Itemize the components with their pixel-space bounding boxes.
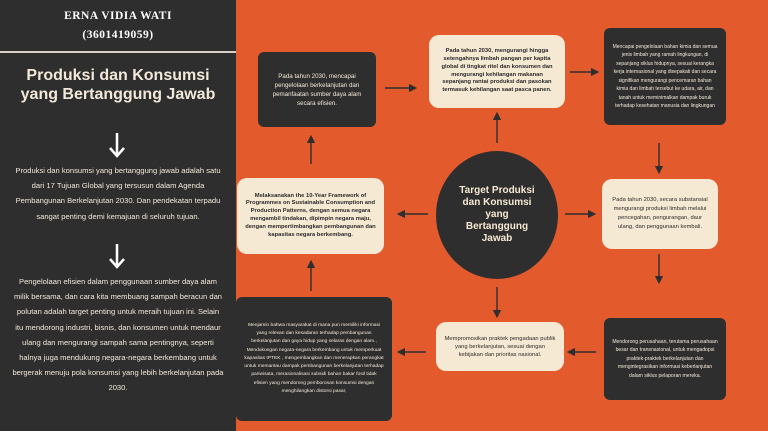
target-box-bottom-center: Mempromosikan praktek pengadaan publik yang berkelanjutan, sesuai dengan kebijakan dan prioritas nasional. [436, 322, 564, 371]
author-name: ERNA VIDIA WATI [64, 10, 172, 22]
detail-paragraph: Pengelolaan efisien dalam penggunaan sumber daya alam milik bersama, dan cara kita membuang sampah beracun dan polutan adalah target penting untuk meraih tujuan ini. Selain itu mendorong industri, bisnis, dan konsumen untuk mendaur ulang dan mengurangi sampah sama pentingnya, seperti halnya juga mendukung negara-negara berkembang untuk bergerak menuju pola konsumsi yang lebih berkelanjutan pada 2030. [12, 277, 224, 393]
center-node: Target Produksi dan Konsumsi yang Bertanggung Jawab [436, 151, 558, 279]
target-box-middle-left: Melaksanakan the 10-Year Framework of Programmes on Sustainable Consumption and Production Patterns, dengan semua negara mengambil tindakan, dipimpin negara maju, dengan mempertimbangkan pembangunan dan kapasitas negara berkembang. [237, 178, 384, 254]
target-box-middle-right: Pada tahun 2030, secara substansial mengurangi produksi limbah melalui pencegahan, pengurangan, daur ulang, dan penggunaan kembali. [602, 179, 718, 249]
page-title: Produksi dan Konsumsi yang Bertanggung Jawab [20, 67, 216, 103]
target-box-bottom-right: Mendorong perusahaan, terutama perusahaan besar dan transnasional, untuk mengadopsi praktek-praktek berkelanjutan dan mengintegrasikan informasi keberlanjutan dalam siklus pelaporan mereka. [604, 318, 726, 400]
target-box-bottom-left: Menjamin bahwa masyarakat di mana pun memiliki informasi yang relevan dan kesadaran terhadap pembangunan berkelanjutan dan gaya hidup yang selaras dengan alam., Mendukungan negara-negara berkembang untuk memperkuat kapasitas IPTEK , mengembangkan dan menerapkan perangkat untuk memantau dampak pembangunan berkelanjutan terhadap pariwisata, merasionalisasi subsidi bahan bakar fosil tidak efisien yang mendorong pemborosan konsumsi dengan menghilangkan distorsi pasar, [236, 297, 392, 421]
intro-paragraph: Produksi dan konsumsi yang bertanggung jawab adalah satu dari 17 Tujuan Global yang tersusun dalam Agenda Pembangunan Berkelanjutan 2030. Dan pendekatan terpadu sangat penting demi kemajuan di seluruh tujuan. [15, 166, 221, 221]
target-box-top-left: Pada tahun 2030, mencapai pengelolaan berkelanjutan dan pemanfaatan sumber daya alam secara efisien. [258, 52, 376, 127]
target-box-top-center: Pada tahun 2030, mengurangi hingga setengahnya limbah pangan per kapita global di tingkat ritel dan konsumen dan mengurangi kehilangan makanan sepanjang rantai produksi dan pasokan termasuk kehilangan saat pasca panen. [429, 35, 565, 108]
author-id: (3601419059) [82, 29, 154, 41]
target-box-top-right: Mencapai pengelolaan bahan kimia dan semua jenis limbah yang ramah lingkungan, di sepanjang siklus hidupnya, sesuai kerangka kerja internasional yang disepakati dan secara signifikan mengurangi pencemaran bahan kimia dan limbah tersebut ke udara, air, dan tanah untuk meminimalkan dampak buruk terhadap kesehatan manusia dan lingkungan [604, 28, 726, 125]
